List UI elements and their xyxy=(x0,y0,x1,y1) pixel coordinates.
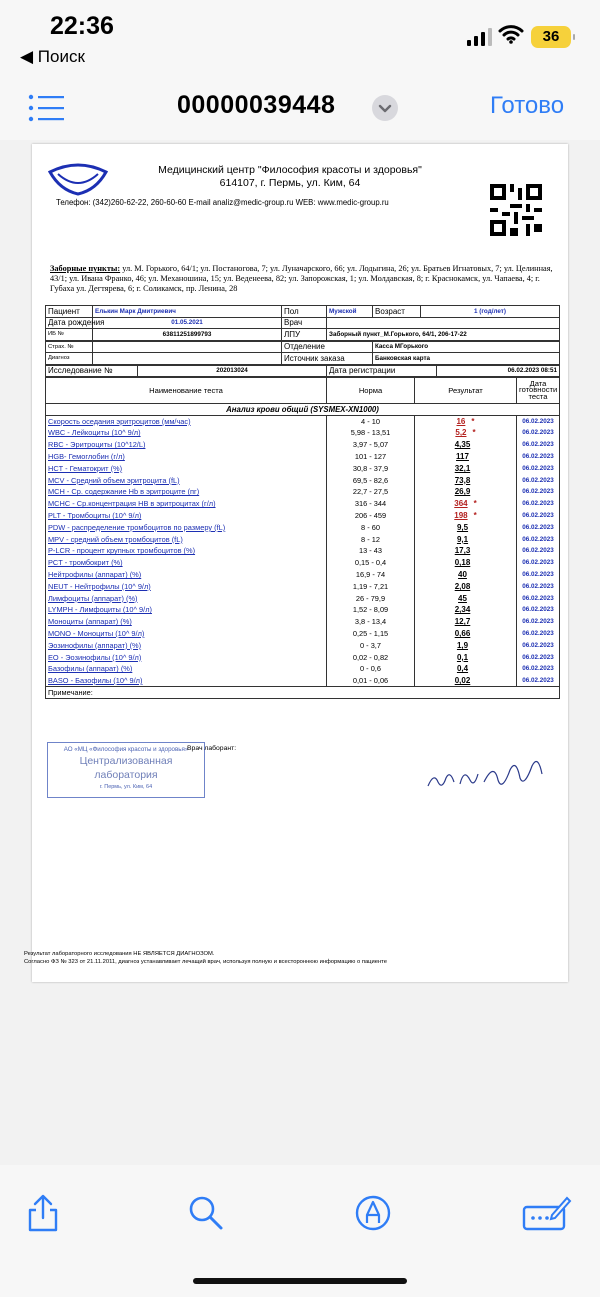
result-row xyxy=(46,592,560,604)
test-ready-date: 06.02.2023 xyxy=(517,628,560,640)
test-ready-date: 06.02.2023 xyxy=(517,580,560,592)
test-norm: 206 - 459 xyxy=(327,510,415,522)
test-norm: 4 - 10 xyxy=(327,415,415,427)
document-nav-bar xyxy=(0,80,600,140)
result-value: 2,34 xyxy=(454,605,471,615)
doctor-value xyxy=(327,317,560,329)
collection-points-text: ул. М. Горького, 64/1; ул. Постаногова, 7; ул. Луначарского, 66; ул. Лодыгина, 26; ул. Братьев Игнатовых, 7; ул. Целинная, 43/1; ул. Ивана Франко, 46; ул. Механошина, 15; ул. Веденеева, 82; ул. Запорожская, 1; ул. Молдавская, 8; г. Краснокамск, ул. Чапаева, 4; г. Губаха ул. Дегтярева, 6; г. Соликамск, пр. Ленина, 28 xyxy=(50,264,553,293)
test-ready-date: 06.02.2023 xyxy=(517,675,560,687)
col-test-name-header: Наименование теста xyxy=(46,378,327,404)
document-title: 00000039448 xyxy=(177,91,336,119)
result-value: 117 xyxy=(456,452,469,462)
battery-indicator: 36 xyxy=(531,26,571,48)
test-result xyxy=(415,486,517,498)
result-value: 9,1 xyxy=(456,534,469,544)
result-value: 16 xyxy=(456,416,466,426)
result-row xyxy=(46,486,560,498)
test-ready-date: 06.02.2023 xyxy=(517,521,560,533)
result-row xyxy=(46,498,560,510)
test-result xyxy=(415,639,517,651)
test-ready-date: 06.02.2023 xyxy=(517,439,560,451)
test-result xyxy=(415,451,517,463)
test-result xyxy=(415,545,517,557)
order-source-label: Источник заказа xyxy=(282,353,373,365)
title-menu-button[interactable] xyxy=(372,95,398,121)
diagnosis-value xyxy=(93,353,282,365)
test-ready-date: 06.02.2023 xyxy=(517,604,560,616)
test-name: MONO - Моноциты (10^ 9/л) xyxy=(46,628,327,640)
test-norm: 69,5 - 82,6 xyxy=(327,474,415,486)
result-value: 26,9 xyxy=(454,487,471,497)
study-value: 202013024 xyxy=(138,365,327,377)
cellular-signal-icon xyxy=(467,28,493,46)
clock: 22:36 xyxy=(50,12,114,40)
test-norm: 1,19 - 7,21 xyxy=(327,580,415,592)
test-norm: 8 - 60 xyxy=(327,521,415,533)
test-name: RBC - Эритроциты (10^12/L) xyxy=(46,439,327,451)
clinic-header xyxy=(140,164,440,190)
result-value: 17,3 xyxy=(454,546,471,556)
back-to-search-link[interactable]: ◀ Поиск xyxy=(20,47,85,66)
result-row xyxy=(46,427,560,439)
test-name: MPV - средний объем тромбоцитов (fL) xyxy=(46,533,327,545)
result-value: 198 xyxy=(454,511,468,521)
test-ready-date: 06.02.2023 xyxy=(517,498,560,510)
test-ready-date: 06.02.2023 xyxy=(517,462,560,474)
test-name: Эозинофилы (аппарат) (%) xyxy=(46,639,327,651)
result-value: 5,2 xyxy=(455,428,467,438)
search-icon[interactable] xyxy=(186,1193,226,1233)
test-norm: 101 - 127 xyxy=(327,451,415,463)
bottom-toolbar xyxy=(0,1165,600,1297)
list-icon[interactable] xyxy=(28,94,64,122)
test-ready-date: 06.02.2023 xyxy=(517,616,560,628)
test-norm: 8 - 12 xyxy=(327,533,415,545)
result-value: 40 xyxy=(458,570,467,580)
clinic-logo-icon xyxy=(48,162,108,196)
test-ready-date: 06.02.2023 xyxy=(517,557,560,569)
result-row xyxy=(46,604,560,616)
department-label: Отделение xyxy=(282,341,373,353)
age-label: Возраст xyxy=(373,306,421,318)
markup-pen-icon[interactable] xyxy=(353,1193,393,1233)
test-result xyxy=(415,521,517,533)
result-row xyxy=(46,651,560,663)
test-norm: 26 - 79,9 xyxy=(327,592,415,604)
test-norm: 3,8 - 13,4 xyxy=(327,616,415,628)
test-result xyxy=(415,510,517,522)
test-norm: 0,02 - 0,82 xyxy=(327,651,415,663)
test-result xyxy=(415,580,517,592)
result-value: 12,7 xyxy=(454,617,471,627)
test-ready-date: 06.02.2023 xyxy=(517,545,560,557)
result-row xyxy=(46,439,560,451)
result-row xyxy=(46,569,560,581)
collection-points-label: Заборные пункты: xyxy=(50,264,121,273)
result-value: 0,1 xyxy=(456,652,469,662)
test-name: Моноциты (аппарат) (%) xyxy=(46,616,327,628)
test-ready-date: 06.02.2023 xyxy=(517,451,560,463)
test-result xyxy=(415,675,517,687)
test-result xyxy=(415,557,517,569)
result-row xyxy=(46,675,560,687)
test-result xyxy=(415,663,517,675)
test-ready-date: 06.02.2023 xyxy=(517,639,560,651)
result-row xyxy=(46,451,560,463)
study-label: Исследование № xyxy=(46,365,138,377)
result-row xyxy=(46,510,560,522)
insurance-value xyxy=(93,341,282,353)
result-value: 0,02 xyxy=(454,675,471,685)
section-title: Анализ крови общий (SYSMEX-XN1000) xyxy=(46,404,560,416)
result-value: 0,4 xyxy=(456,664,469,674)
status-bar xyxy=(0,0,600,80)
stamp-title-2: лаборатория xyxy=(94,769,158,781)
department-value: Касса МГорького xyxy=(373,341,560,353)
result-value: 45 xyxy=(458,593,467,603)
result-row xyxy=(46,580,560,592)
disclaimer-line-1: Результат лабораторного исследования НЕ ЯВЛЯЕТСЯ ДИАГНОЗОМ. xyxy=(24,951,215,957)
patient-label: Пациент xyxy=(46,306,93,318)
test-name: PCT - тромбокрит (%) xyxy=(46,557,327,569)
diagnosis-label: Диагноз xyxy=(46,353,93,365)
home-indicator xyxy=(193,1278,407,1284)
wifi-icon xyxy=(498,24,524,44)
result-value: 0,18 xyxy=(454,558,471,568)
result-value: 73,8 xyxy=(454,475,471,485)
test-name: PDW - распределение тромбоцитов по размеру (fL) xyxy=(46,521,327,533)
test-result xyxy=(415,439,517,451)
test-norm: 3,97 - 5,07 xyxy=(327,439,415,451)
result-value: 9,5 xyxy=(456,522,469,532)
laboratory-stamp xyxy=(47,742,205,798)
document-page xyxy=(24,144,568,982)
result-value: 1,9 xyxy=(456,640,469,650)
clinic-contacts: Телефон: (342)260-62-22, 260-60-60 E-mail analiz@medic-group.ru WEB: www.medic-group.ru xyxy=(56,198,389,207)
col-date-header: Дата готовности теста xyxy=(517,378,560,404)
result-row xyxy=(46,628,560,640)
test-norm: 22,7 - 27,5 xyxy=(327,486,415,498)
result-row xyxy=(46,533,560,545)
sex-value: Мужской xyxy=(327,306,373,318)
test-ready-date: 06.02.2023 xyxy=(517,533,560,545)
test-norm: 0 - 0,6 xyxy=(327,663,415,675)
clinic-name: Медицинский центр "Философия красоты и здоровья" xyxy=(158,164,422,176)
test-name: Базофилы (аппарат) (%) xyxy=(46,663,327,675)
result-row xyxy=(46,545,560,557)
clinic-address: 614107, г. Пермь, ул. Ким, 64 xyxy=(219,177,361,189)
test-result xyxy=(415,415,517,427)
insurance-label: Страх. № xyxy=(46,341,93,353)
test-norm: 30,8 - 37,9 xyxy=(327,462,415,474)
test-result xyxy=(415,628,517,640)
qr-code-icon xyxy=(490,184,542,236)
result-row xyxy=(46,521,560,533)
ib-label: ИБ № xyxy=(46,329,93,341)
test-result xyxy=(415,474,517,486)
result-value: 364 xyxy=(454,499,468,509)
test-name: HCT - Гематокрит (%) xyxy=(46,462,327,474)
result-row xyxy=(46,474,560,486)
order-source-value: Банковская карта xyxy=(373,353,560,365)
col-result-header: Результат xyxy=(415,378,517,404)
test-result xyxy=(415,498,517,510)
test-name: PLT - Тромбоциты (10^ 9/л) xyxy=(46,510,327,522)
note-label: Примечание: xyxy=(46,687,560,699)
stamp-address: г. Пермь, ул. Ким, 64 xyxy=(99,784,153,790)
test-ready-date: 06.02.2023 xyxy=(517,510,560,522)
patient-info-table xyxy=(45,305,559,699)
test-norm: 316 - 344 xyxy=(327,498,415,510)
test-ready-date: 06.02.2023 xyxy=(517,474,560,486)
test-norm: 0,25 - 1,15 xyxy=(327,628,415,640)
test-name: Скорость оседания эритроцитов (мм/час) xyxy=(46,415,327,427)
chevron-down-icon xyxy=(372,95,398,121)
test-norm: 16,9 - 74 xyxy=(327,569,415,581)
test-name: LYMPH - Лимфоциты (10^ 9/л) xyxy=(46,604,327,616)
test-result xyxy=(415,427,517,439)
abnormal-flag: * xyxy=(473,511,477,521)
result-row xyxy=(46,639,560,651)
age-value: 1 (год/лет) xyxy=(421,306,560,318)
test-ready-date: 06.02.2023 xyxy=(517,569,560,581)
test-name: HGB- Гемоглобин (г/л) xyxy=(46,451,327,463)
test-result xyxy=(415,616,517,628)
stamp-title-1: Централизованная xyxy=(79,755,173,767)
stamp-org: АО «МЦ «Философия красоты и здоровья» xyxy=(63,746,189,753)
test-name: MCHC - Ср.концентрация HB в эритроцитах (г/л) xyxy=(46,498,327,510)
test-norm: 5,98 - 13,51 xyxy=(327,427,415,439)
test-ready-date: 06.02.2023 xyxy=(517,486,560,498)
ib-value: 63811251899793 xyxy=(93,329,282,341)
test-ready-date: 06.02.2023 xyxy=(517,651,560,663)
sex-label: Пол xyxy=(282,306,327,318)
result-row xyxy=(46,616,560,628)
edit-form-icon[interactable] xyxy=(522,1193,572,1233)
test-name: EO - Эозинофилы (10^ 9/л) xyxy=(46,651,327,663)
dob-label: Дата рождения xyxy=(46,317,93,329)
lpu-label: ЛПУ xyxy=(282,329,327,341)
share-icon[interactable] xyxy=(23,1193,63,1233)
test-ready-date: 06.02.2023 xyxy=(517,592,560,604)
test-result xyxy=(415,592,517,604)
lpu-value: Заборный пункт_М.Горького, 64/1, 206-17-22 xyxy=(327,329,560,341)
test-norm: 1,52 - 8,09 xyxy=(327,604,415,616)
patient-name: Елькин Марк Дмитриевич xyxy=(93,306,282,318)
col-norm-header: Норма xyxy=(327,378,415,404)
abnormal-flag: * xyxy=(473,499,477,509)
test-name: BASO - Базофилы (10^ 9/л) xyxy=(46,675,327,687)
signature xyxy=(424,752,554,796)
disclaimer xyxy=(24,951,544,966)
test-name: MCH - Ср. содержание Hb в эритроците (пг) xyxy=(46,486,327,498)
abnormal-flag: * xyxy=(471,416,475,426)
test-name: Нейтрофилы (аппарат) (%) xyxy=(46,569,327,581)
reg-date-label: Дата регистрации xyxy=(327,365,437,377)
test-result xyxy=(415,533,517,545)
test-name: Лимфоциты (аппарат) (%) xyxy=(46,592,327,604)
test-ready-date: 06.02.2023 xyxy=(517,427,560,439)
test-name: NEUT - Нейтрофилы (10^ 9/л) xyxy=(46,580,327,592)
results-table xyxy=(45,377,560,699)
abnormal-flag: * xyxy=(472,428,476,438)
test-name: WBC - Лейкоциты (10^ 9/л) xyxy=(46,427,327,439)
result-row xyxy=(46,557,560,569)
test-ready-date: 06.02.2023 xyxy=(517,663,560,675)
test-ready-date: 06.02.2023 xyxy=(517,415,560,427)
test-norm: 0 - 3,7 xyxy=(327,639,415,651)
result-row xyxy=(46,415,560,427)
result-value: 0,66 xyxy=(454,629,471,639)
test-result xyxy=(415,462,517,474)
lab-doctor-label: Врач лаборант: xyxy=(187,745,237,752)
dob-value: 01.05.2021 xyxy=(93,317,282,329)
test-norm: 13 - 43 xyxy=(327,545,415,557)
test-result xyxy=(415,651,517,663)
result-row xyxy=(46,663,560,675)
collection-points xyxy=(50,264,555,294)
disclaimer-line-2: Согласно ФЗ № 323 от 21.11.2011, диагноз устанавливает лечащий врач, используя полную и всестороннюю информацию о пациенте xyxy=(24,958,387,965)
test-result xyxy=(415,569,517,581)
doctor-label: Врач xyxy=(282,317,327,329)
result-value: 4,35 xyxy=(454,440,471,450)
test-result xyxy=(415,604,517,616)
test-name: P-LCR - процент крупных тромбоцитов (%) xyxy=(46,545,327,557)
result-value: 2,08 xyxy=(454,581,471,591)
test-norm: 0,15 - 0,4 xyxy=(327,557,415,569)
reg-date-value: 06.02.2023 08:51 xyxy=(437,365,560,377)
done-button[interactable]: Готово xyxy=(490,92,565,119)
test-norm: 0,01 - 0,06 xyxy=(327,675,415,687)
result-row xyxy=(46,462,560,474)
test-name: MCV - Средний объем эритроцита (fL) xyxy=(46,474,327,486)
result-value: 32,1 xyxy=(454,463,471,473)
